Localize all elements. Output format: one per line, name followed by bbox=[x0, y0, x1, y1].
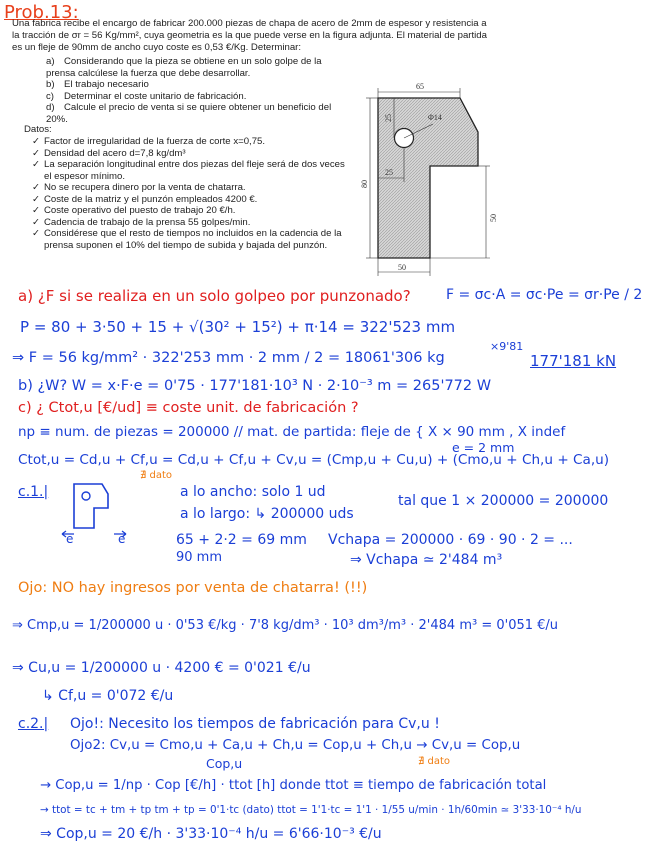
note-ttot: → ttot = tc + tm + tp tm + tp = 0'1·tc (dato) ttot = 1'1·tc = 1'1 · 1/55 u/min · 1h/60min ≃ 3'33·10⁻⁴ h/u bbox=[40, 804, 582, 816]
note-largo: a lo largo: ↳ 200000 uds bbox=[180, 506, 354, 522]
datos-item: ✓ Coste de la matriz y el punzón empleados 4200 €. bbox=[32, 194, 350, 206]
dim-25-mid: 25 bbox=[385, 168, 393, 177]
note-ctot: Ctot,u = Cd,u + Cf,u = Cd,u + Cf,u + Cv,u = (Cmp,u + Cu,u) + (Cmo,u + Ch,u + Ca,u) bbox=[18, 452, 610, 468]
note-np: np ≡ num. de piezas = 200000 // mat. de partida: fleje de { X × 90 mm , X indef bbox=[18, 424, 566, 440]
note-cmp: ⇒ Cmp,u = 1/200000 u · 0'53 €/kg · 7'8 kg/dm³ · 10³ dm³/m³ · 2'484 m³ = 0'051 €/u bbox=[12, 618, 559, 633]
note-ojo-chatarra: Ojo: NO hay ingresos por venta de chatarra! (!!) bbox=[18, 580, 368, 596]
note-b: b) ¿W? W = x·F·e = 0'75 · 177'181·10³ N · 2·10⁻³ m = 265'772 W bbox=[18, 378, 492, 394]
dim-phi14: Φ14 bbox=[428, 113, 442, 122]
note-force: ⇒ F = 56 kg/mm² · 322'253 mm · 2 mm / 2 = 18061'306 kg bbox=[12, 350, 445, 366]
question-d bbox=[46, 102, 346, 125]
question-text: Calcule el precio de venta si se quiere obtener un beneficio del 20%. bbox=[46, 102, 332, 125]
note-force-mult: ×9'81 bbox=[490, 340, 524, 353]
dim-80: 80 bbox=[360, 180, 369, 188]
note-cf: ↳ Cf,u = 0'072 €/u bbox=[42, 688, 174, 704]
datos-label: Datos: bbox=[24, 124, 52, 135]
problem-intro: Una fabrica recibe el encargo de fabricar 200.000 piezas de chapa de acero de 2mm de espesor y resistencia a la tracción de σr = 56 Kg/mm², cuya geometria es la que puede verse en la figura adjunta. El material de partida es un fleje de 90mm de ancho cuyo coste es 0,53 €/Kg. Determinar: bbox=[12, 18, 487, 53]
question-text: Determinar el coste unitario de fabricación. bbox=[64, 90, 247, 102]
dim-65: 65 bbox=[416, 82, 424, 91]
question-letter: b) bbox=[46, 79, 55, 90]
note-dato-2: ∄ dato bbox=[418, 756, 451, 767]
note-vchapa: Vchapa = 200000 · 69 · 90 · 2 = ... bbox=[328, 532, 573, 548]
note-final: ⇒ Cop,u = 20 €/h · 3'33·10⁻⁴ h/u = 6'66·10⁻³ €/u bbox=[40, 826, 382, 842]
note-a-formula: F = σc·A = σc·Pe = σr·Pe / 2 bbox=[446, 287, 643, 303]
question-letter: d) bbox=[46, 102, 55, 113]
question-b bbox=[46, 79, 149, 91]
question-c bbox=[46, 91, 246, 103]
note-cop-label: Cop,u bbox=[206, 756, 243, 771]
part-drawing bbox=[358, 76, 518, 282]
note-c1-label: c.1.| bbox=[18, 484, 49, 500]
note-c-question: c) ¿ Ctot,u [€/ud] ≡ coste unit. de fabricación ? bbox=[18, 400, 359, 416]
datos-item: ✓ Factor de irregularidad de la fuerza de corte x=0,75. bbox=[32, 136, 350, 148]
question-letter: a) bbox=[46, 56, 55, 67]
note-len: 65 + 2·2 = 69 mm bbox=[176, 532, 307, 548]
datos-item: ✓ Cadencia de trabajo de la prensa 55 golpes/min. bbox=[32, 217, 350, 229]
datos-item: ✓ Densidad del acero d=7,8 kg/dm³ bbox=[32, 148, 350, 160]
note-force-kn: 177'181 kN bbox=[530, 352, 617, 370]
note-a-question: a) ¿F si se realiza en un solo golpeo por punzonado? bbox=[18, 287, 411, 305]
note-dato-1: ∄ dato bbox=[140, 470, 173, 481]
datos-list bbox=[32, 136, 350, 251]
note-e-left: e bbox=[66, 532, 74, 546]
note-ojo2: Ojo2: Cv,u = Cmo,u + Ca,u + Ch,u = Cop,u + Ch,u → Cv,u = Cop,u bbox=[70, 738, 521, 753]
note-np-sub: e = 2 mm bbox=[452, 440, 515, 455]
dim-50-right: 50 bbox=[489, 214, 498, 222]
note-ancho: a lo ancho: solo 1 ud bbox=[180, 484, 326, 500]
question-text: El trabajo necesario bbox=[64, 79, 149, 90]
question-letter: c) bbox=[46, 90, 54, 102]
note-len-sub: 90 mm bbox=[176, 550, 223, 565]
note-e-right: e bbox=[118, 532, 126, 546]
datos-item: ✓ La separación longitudinal entre dos piezas del fleje será de dos veces el espesor mínimo. bbox=[32, 159, 350, 182]
note-perimeter: P = 80 + 3·50 + 15 + √(30² + 15²) + π·14 = 322'523 mm bbox=[20, 318, 456, 336]
datos-item: ✓ No se recupera dinero por la venta de chatarra. bbox=[32, 182, 350, 194]
datos-item: ✓ Considérese que el resto de tiempos no incluidos en la cadencia de la prensa suponen el 10% del tiempo de subida y bajada del punzón. bbox=[32, 228, 350, 251]
problem-title: Prob.13: bbox=[4, 2, 79, 23]
question-a bbox=[46, 56, 346, 79]
note-vchapa-result: ⇒ Vchapa ≃ 2'484 m³ bbox=[350, 552, 503, 568]
note-tal-que: tal que 1 × 200000 = 200000 bbox=[398, 493, 609, 509]
datos-item: ✓ Coste operativo del puesto de trabajo 20 €/h. bbox=[32, 205, 350, 217]
note-cu: ⇒ Cu,u = 1/200000 u · 4200 € = 0'021 €/u bbox=[12, 660, 311, 676]
note-c2-label: c.2.| bbox=[18, 716, 49, 732]
note-ojo-tiempos: Ojo!: Necesito los tiempos de fabricación para Cv,u ! bbox=[70, 716, 440, 732]
dim-50-bottom: 50 bbox=[398, 263, 406, 272]
note-cop: → Cop,u = 1/np · Cop [€/h] · ttot [h] donde ttot ≡ tiempo de fabricación total bbox=[40, 778, 547, 793]
dim-25-top: 25 bbox=[384, 114, 393, 122]
question-text: Considerando que la pieza se obtiene en un solo golpe de la prensa calcúlese la fuerza que debe desarrollar. bbox=[46, 56, 322, 79]
